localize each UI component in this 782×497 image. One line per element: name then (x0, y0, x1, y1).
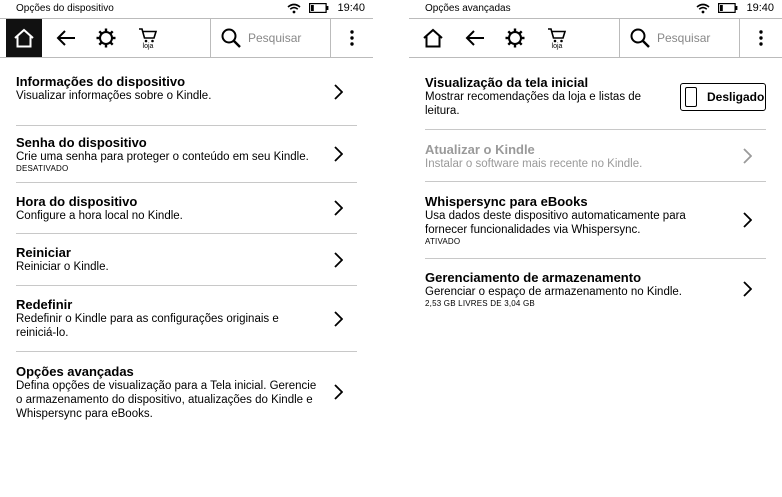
list-item-device-time[interactable] (16, 183, 357, 234)
chevron-right-icon (743, 212, 752, 228)
toggle-knob (685, 87, 697, 107)
chevron-right-icon (334, 84, 343, 100)
status-title: Opções do dispositivo (16, 3, 114, 14)
list-item-home-view (425, 58, 766, 130)
home-button[interactable] (415, 19, 451, 57)
chevron-right-icon (743, 148, 752, 164)
search-field[interactable] (210, 19, 331, 57)
cart-icon (138, 27, 158, 43)
chevron-right-icon (334, 200, 343, 216)
menu-dots-icon (759, 30, 763, 46)
back-button[interactable] (455, 19, 495, 57)
item-desc: Instalar o software mais recente no Kindle. (425, 158, 643, 170)
gear-icon (504, 27, 526, 49)
item-title: Visualização da tela inicial (425, 75, 589, 90)
search-field[interactable] (619, 19, 740, 57)
status-bar (409, 0, 782, 18)
item-title: Hora do dispositivo (16, 194, 138, 209)
item-desc: Gerenciar o espaço de armazenamento no Kindle. (425, 286, 682, 298)
search-placeholder: Pesquisar (248, 31, 302, 45)
gear-icon (95, 27, 117, 49)
item-title: Redefinir (16, 297, 73, 312)
item-desc: Reiniciar o Kindle. (16, 261, 109, 273)
item-desc: Configure a hora local no Kindle. (16, 210, 183, 222)
item-title: Opções avançadas (16, 364, 134, 379)
chevron-right-icon (743, 281, 752, 297)
home-icon (422, 28, 444, 48)
clock: 19:40 (746, 2, 774, 14)
chevron-right-icon (334, 311, 343, 327)
chevron-right-icon (334, 252, 343, 268)
list-item-whispersync[interactable] (425, 182, 766, 259)
list-item-update-kindle[interactable] (425, 130, 766, 182)
home-button[interactable] (6, 19, 42, 57)
back-arrow-icon (464, 29, 486, 47)
item-desc: Defina opções de visualização para a Tela inicial. Gerencie o armazenamento do dispositivo, atualizações do Kindle e Whispersync para eBooks. (16, 380, 317, 420)
item-status: DESATIVADO (16, 164, 69, 173)
list-item-storage-management[interactable] (425, 259, 766, 319)
item-desc: Visualizar informações sobre o Kindle. (16, 90, 212, 102)
battery-icon (718, 3, 738, 13)
battery-icon (309, 3, 329, 13)
clock: 19:40 (337, 2, 365, 14)
list-item-restart[interactable] (16, 234, 357, 286)
item-title: Atualizar o Kindle (425, 142, 535, 157)
item-status: ATIVADO (425, 237, 461, 246)
item-title: Whispersync para eBooks (425, 194, 588, 209)
item-title: Informações do dispositivo (16, 74, 186, 89)
settings-button[interactable] (86, 19, 126, 57)
home-icon (13, 28, 35, 48)
back-arrow-icon (55, 29, 77, 47)
search-icon (629, 27, 651, 49)
item-desc: Mostrar recomendações da loja e listas de leitura. (425, 91, 642, 117)
menu-button[interactable] (740, 19, 782, 57)
chevron-right-icon (334, 146, 343, 162)
item-title: Gerenciamento de armazenamento (425, 270, 642, 285)
search-placeholder: Pesquisar (657, 31, 711, 45)
status-title: Opções avançadas (425, 3, 511, 14)
toolbar (0, 18, 373, 58)
cart-icon (547, 27, 567, 43)
chevron-right-icon (334, 384, 343, 400)
settings-list (0, 58, 373, 432)
list-item-device-info[interactable] (16, 58, 357, 126)
store-button[interactable] (537, 19, 577, 57)
item-title: Reiniciar (16, 245, 71, 260)
store-label: loja (551, 42, 563, 50)
wifi-icon (696, 3, 710, 14)
menu-button[interactable] (331, 19, 373, 57)
menu-dots-icon (350, 30, 354, 46)
list-item-reset[interactable] (16, 286, 357, 352)
toolbar (409, 18, 782, 58)
item-desc: Redefinir o Kindle para as configurações originais e reiniciá-lo. (16, 313, 279, 339)
settings-button[interactable] (495, 19, 535, 57)
store-button[interactable] (128, 19, 168, 57)
wifi-icon (287, 3, 301, 14)
list-item-advanced-options[interactable] (16, 352, 357, 432)
item-desc: Usa dados deste dispositivo automaticamente para fornecer funcionalidades via Whispersync. (425, 210, 686, 236)
toggle-label: Desligado (707, 90, 765, 104)
item-status: 2,53 GB LIVRES DE 3,04 GB (425, 299, 535, 308)
home-view-toggle[interactable] (680, 83, 766, 111)
back-button[interactable] (46, 19, 86, 57)
advanced-options-screen (409, 0, 782, 497)
status-bar (0, 0, 373, 18)
list-item-device-password[interactable] (16, 126, 357, 183)
search-icon (220, 27, 242, 49)
item-title: Senha do dispositivo (16, 135, 147, 150)
item-desc: Crie uma senha para proteger o conteúdo em seu Kindle. (16, 151, 309, 163)
store-label: loja (142, 42, 154, 50)
device-options-screen (0, 0, 373, 497)
settings-list (409, 58, 782, 319)
